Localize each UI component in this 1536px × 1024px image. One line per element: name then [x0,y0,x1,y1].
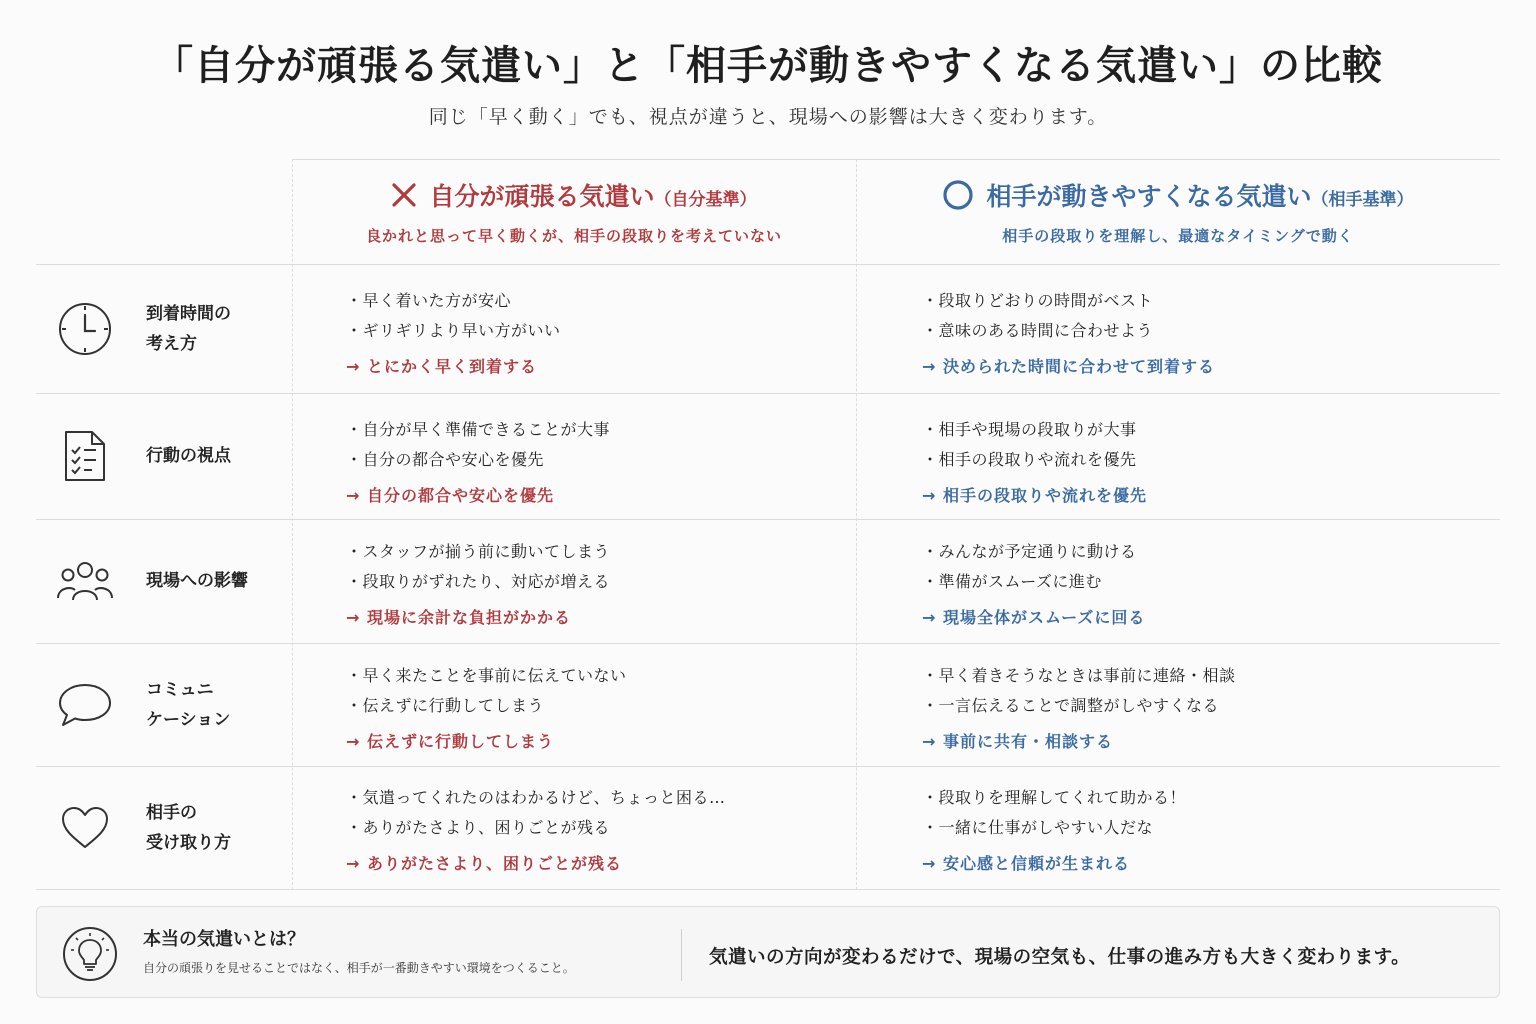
summary-divider [681,929,682,981]
row-category [36,519,292,643]
result-good: → 事前に共有・相談する [922,732,1113,751]
result-bad: → とにかく早く到着する [346,357,537,376]
table-row [36,766,1500,889]
column-note-good: （相手基準） [1311,190,1414,210]
result-bad: → 自分の都合や安心を優先 [346,486,554,505]
row-category [36,643,292,766]
bullet: ・意味のある時間に合わせよう [922,321,1154,340]
column-desc-good: 相手の段取りを理解し、最適なタイミングで動く [1002,227,1354,245]
cell-bad [346,643,846,766]
cell-good [922,766,1492,889]
column-title-bad: 自分が頑張る気遣い [429,182,655,211]
clock-icon [54,301,116,357]
row-label: コミュニ ケーション [146,679,231,730]
bullet: ・早く来たことを事前に伝えていない [346,666,627,685]
table-bottom-border [36,889,1500,890]
cross-icon [391,182,417,208]
row-label: 相手の 受け取り方 [146,802,231,853]
bullet: ・準備がスムーズに進む [922,572,1102,591]
bullet: ・ギリギリより早い方がいい [346,321,561,340]
speech-bubble-icon [54,682,116,728]
bullet: ・自分が早く準備できることが大事 [346,420,611,439]
bullet: ・みんなが予定通りに動ける [922,542,1137,561]
row-label: 到着時間の 考え方 [146,303,231,354]
cell-good [922,393,1492,519]
page-title: 「自分が頑張る気遣い」と「相手が動きやすくなる気遣い」の比較 [153,43,1383,89]
row-category [36,264,292,393]
column-header-other-centered [856,159,1500,264]
heart-icon [54,805,116,851]
cell-bad [346,766,846,889]
summary-title: 本当の気遣いとは？ [143,929,305,950]
column-title-good: 相手が動きやすくなる気遣い [986,182,1312,211]
bullet: ・相手や現場の段取りが大事 [922,420,1137,439]
row-category [36,766,292,889]
result-bad: → 伝えずに行動してしまう [346,732,554,751]
cell-good [922,643,1492,766]
bullet: ・ありがたさより、困りごとが残る [346,818,611,837]
column-note-bad: （自分基準） [654,190,757,210]
result-bad: → 現場に余計な負担がかかる [346,608,571,627]
cell-bad [346,264,846,393]
column-header-self-centered [292,159,856,264]
bullet: ・スタッフが揃う前に動いてしまう [346,542,611,561]
bullet: ・段取りを理解してくれて助かる！ [922,788,1187,807]
bullet: ・段取りどおりの時間がベスト [922,291,1154,310]
bullet: ・早く着いた方が安心 [346,291,512,310]
comparison-table [36,159,1500,890]
bullet: ・段取りがずれたり、対応が増える [346,572,611,591]
summary-box [36,906,1500,998]
page-subtitle: 同じ「早く動く」でも、視点が違うと、現場への影響は大きく変わります。 [428,106,1108,128]
cell-bad [346,519,846,643]
bullet: ・早く着きそうなときは事前に連絡・相談 [922,666,1236,685]
cell-bad [346,393,846,519]
table-row [36,643,1500,766]
result-bad: → ありがたさより、困りごとが残る [346,854,622,873]
column-desc-bad: 良かれと思って早く動くが、相手の段取りを考えていない [365,227,782,245]
bullet: ・自分の都合や安心を優先 [346,450,545,469]
row-category [36,393,292,519]
table-row [36,264,1500,393]
result-good: → 決められた時間に合わせて到着する [922,357,1215,376]
cell-good [922,519,1492,643]
result-good: → 相手の段取りや流れを優先 [922,486,1147,505]
cell-good [922,264,1492,393]
people-icon [54,560,116,602]
lightbulb-icon [61,926,119,982]
table-row [36,393,1500,519]
bullet: ・気遣ってくれたのはわかるけど、ちょっと困る… [346,788,726,807]
summary-message: 気遣いの方向が変わるだけで、現場の空気も、仕事の進み方も大きく変わります。 [709,947,1411,968]
bullet: ・一緒に仕事がしやすい人だな [922,818,1154,837]
row-label: 行動の視点 [146,446,231,466]
bullet: ・伝えずに行動してしまう [346,696,545,715]
result-good: → 安心感と信頼が生まれる [922,854,1130,873]
result-good: → 現場全体がスムーズに回る [922,608,1146,627]
row-label: 現場への影響 [146,571,248,591]
table-row [36,519,1500,643]
bullet: ・一言伝えることで調整がしやすくなる [922,696,1220,715]
bullet: ・相手の段取りや流れを優先 [922,450,1137,469]
checklist-icon [54,428,116,484]
circle-icon [942,179,974,211]
summary-subtext: 自分の頑張りを見せることではなく、相手が一番動きやすい環境をつくること。 [143,961,575,975]
